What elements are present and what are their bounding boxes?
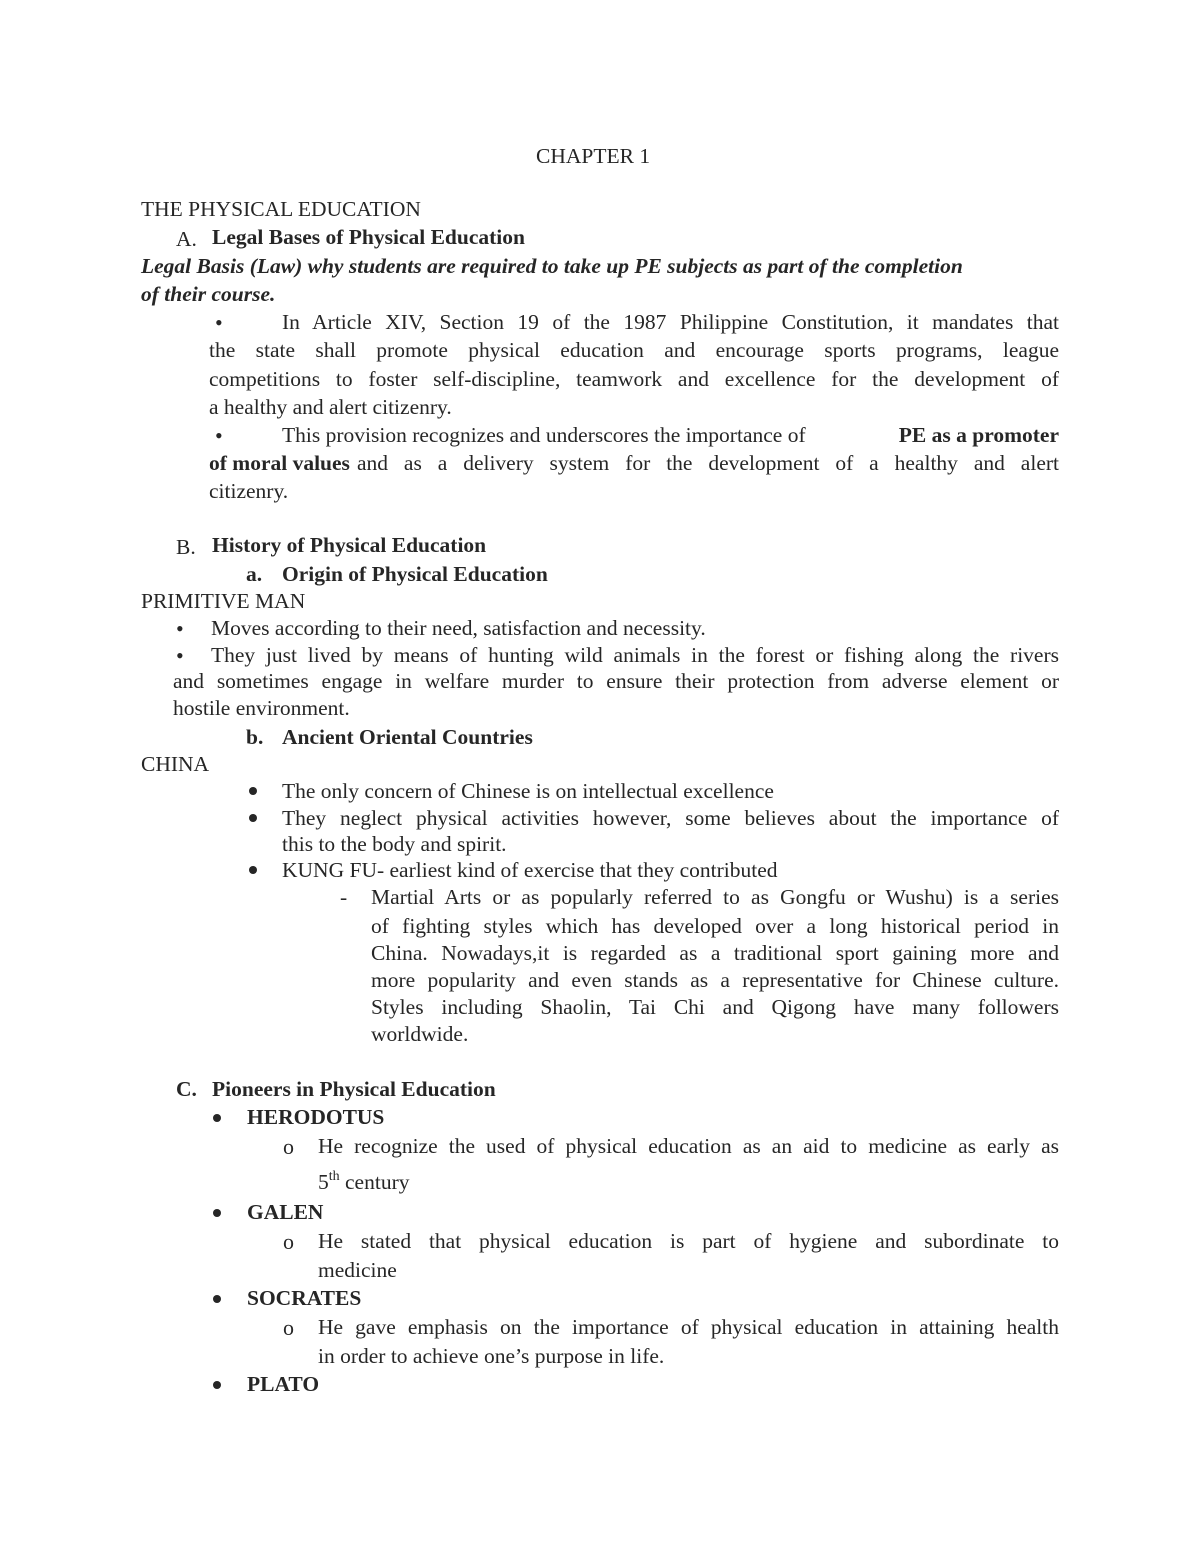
- circle-bullet-icon: o: [283, 1315, 294, 1340]
- legal-basis-intro-line1: Legal Basis (Law) why students are required to take up PE subjects as part of the completion: [141, 254, 963, 278]
- bullet-icon: [213, 1295, 221, 1303]
- article-xiv-line1: In Article XIV, Section 19 of the 1987 Philippine Constitution, it mandates that: [282, 310, 1059, 334]
- china-bullet2-line1: They neglect physical activities however, some believes about the importance of: [282, 806, 1059, 830]
- bullet-icon: •: [176, 643, 184, 668]
- section-b-marker: B.: [176, 535, 196, 559]
- bullet-icon: [213, 1209, 221, 1217]
- primitive-bullet2-line1: They just lived by means of hunting wild animals in the forest or fishing along the rivers: [211, 643, 1059, 667]
- herodotus-line2: [318, 1170, 409, 1194]
- china-bullet2-line2: this to the body and spirit.: [282, 832, 507, 856]
- bullet-icon: •: [215, 310, 223, 335]
- herodotus-line1: He recognize the used of physical education as an aid to medicine as early as: [318, 1134, 1059, 1158]
- section-a-heading: Legal Bases of Physical Education: [212, 225, 525, 249]
- bullet-icon: [213, 1381, 221, 1389]
- china-label: CHINA: [141, 752, 210, 776]
- circle-bullet-icon: o: [283, 1134, 294, 1159]
- subsection-a-heading: Origin of Physical Education: [282, 562, 548, 586]
- galen-line1: He stated that physical education is part of hygiene and subordinate to: [318, 1229, 1059, 1253]
- bullet-icon: •: [215, 423, 223, 448]
- provision-line1-text: This provision recognizes and underscores the importance of: [282, 423, 806, 447]
- provision-line1-bold: PE as a promoter: [898, 423, 1059, 447]
- china-bullet1: The only concern of Chinese is on intellectual excellence: [282, 779, 774, 803]
- provision-line2-text: and as a delivery system for the development of a healthy and alert: [356, 451, 1059, 475]
- socrates-line1: He gave emphasis on the importance of physical education in attaining health: [318, 1315, 1059, 1339]
- pioneer-socrates: SOCRATES: [247, 1286, 362, 1310]
- primitive-bullet2-line2: and sometimes engage in welfare murder to ensure their protection from adverse element or: [173, 669, 1059, 693]
- subsection-b-heading: Ancient Oriental Countries: [282, 725, 533, 749]
- pioneer-galen: GALEN: [247, 1200, 324, 1224]
- bullet-icon: [213, 1114, 221, 1122]
- kungfu-line5: Styles including Shaolin, Tai Chi and Qigong have many followers: [371, 995, 1059, 1019]
- primitive-bullet2-line3: hostile environment.: [173, 696, 350, 720]
- pioneer-plato: PLATO: [247, 1372, 320, 1396]
- pioneer-herodotus: HERODOTUS: [247, 1105, 385, 1129]
- bullet-icon: [249, 866, 257, 874]
- article-xiv-line4: a healthy and alert citizenry.: [209, 395, 452, 419]
- bullet-icon: [249, 787, 257, 795]
- bullet-icon: [249, 814, 257, 822]
- section-c-heading: Pioneers in Physical Education: [212, 1077, 496, 1101]
- provision-line1: [282, 425, 1059, 447]
- primitive-man-label: PRIMITIVE MAN: [141, 589, 306, 613]
- kungfu-line3: China. Nowadays,it is regarded as a traditional sport gaining more and: [371, 941, 1059, 965]
- article-xiv-line2: the state shall promote physical education and encourage sports programs, league: [209, 338, 1059, 362]
- subsection-a-marker: a.: [246, 562, 263, 586]
- provision-line2: [209, 453, 1059, 475]
- section-a-marker: A.: [176, 227, 197, 251]
- herodotus-century-text: century: [339, 1170, 410, 1194]
- circle-bullet-icon: o: [283, 1229, 294, 1254]
- herodotus-century-number: 5: [318, 1170, 329, 1194]
- section-c-marker: C.: [176, 1077, 197, 1101]
- china-bullet3: KUNG FU- earliest kind of exercise that they contributed: [282, 858, 778, 882]
- kungfu-line2: of fighting styles which has developed over a long historical period in: [371, 914, 1059, 938]
- galen-line2: medicine: [318, 1258, 397, 1282]
- subsection-b-marker: b.: [246, 725, 264, 749]
- kungfu-line4: more popularity and even stands as a representative for Chinese culture.: [371, 968, 1059, 992]
- section-b-heading: History of Physical Education: [212, 533, 487, 557]
- socrates-line2: in order to achieve one’s purpose in life.: [318, 1344, 665, 1368]
- provision-line3: citizenry.: [209, 479, 289, 503]
- herodotus-century-suffix: th: [328, 1169, 340, 1184]
- provision-line2-bold: of moral values: [209, 451, 350, 475]
- primitive-bullet1: Moves according to their need, satisfaction and necessity.: [211, 616, 706, 640]
- chapter-title: CHAPTER 1: [536, 144, 651, 168]
- kungfu-line1: Martial Arts or as popularly referred to as Gongfu or Wushu) is a series: [371, 885, 1059, 909]
- legal-basis-intro-line2: of their course.: [141, 282, 276, 306]
- section-title: THE PHYSICAL EDUCATION: [141, 197, 421, 221]
- dash-marker: -: [340, 885, 348, 909]
- kungfu-line6: worldwide.: [371, 1022, 469, 1046]
- bullet-icon: •: [176, 616, 184, 641]
- article-xiv-line3: competitions to foster self-discipline, teamwork and excellence for the development of: [209, 367, 1059, 391]
